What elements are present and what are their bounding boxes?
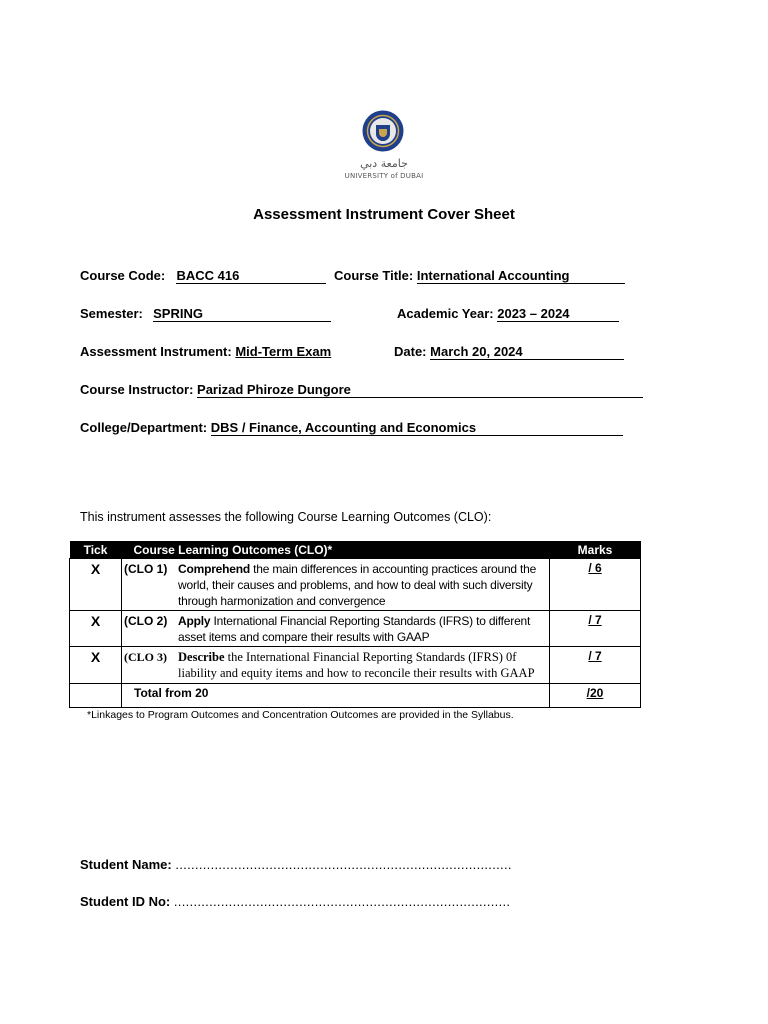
- course-title-label: Course Title:: [334, 268, 414, 283]
- college-department-label: College/Department:: [80, 420, 208, 435]
- course-instructor-label: Course Instructor:: [80, 382, 194, 397]
- date-label: Date:: [394, 344, 427, 359]
- clo-description: [178, 561, 543, 609]
- course-instructor-field: [80, 382, 643, 398]
- marks-value: / 7: [588, 613, 602, 627]
- student-id-blank: ......................................................................................: [173, 894, 511, 909]
- clo-verb: Apply: [178, 614, 211, 628]
- marks-value: / 6: [588, 561, 602, 575]
- total-label: Total from 20: [134, 686, 209, 700]
- date-value: March 20, 2024: [430, 344, 523, 359]
- clo-id: (CLO 2): [124, 614, 168, 628]
- marks-header: Marks: [550, 541, 641, 559]
- assessment-instrument-label: Assessment Instrument:: [80, 344, 232, 359]
- semester-field: [80, 306, 331, 322]
- academic-year-label: Academic Year:: [397, 306, 494, 321]
- clo-id: (CLO 1): [124, 562, 168, 576]
- college-department-field: [80, 420, 623, 436]
- tick-cell: X: [70, 647, 122, 684]
- syllabus-footnote: *Linkages to Program Outcomes and Concentration Outcomes are provided in the Syllabus.: [87, 709, 514, 721]
- course-code-field: [80, 268, 326, 284]
- student-name-label: Student Name:: [80, 857, 172, 872]
- tick-cell-empty: [70, 684, 122, 708]
- assessment-instrument-field: [80, 344, 331, 359]
- clo-verb: Comprehend: [178, 562, 251, 576]
- student-id-label: Student ID No:: [80, 894, 171, 909]
- clo-cell: [122, 611, 550, 647]
- university-seal-icon: [362, 110, 404, 152]
- total-marks-value: /20: [586, 686, 604, 700]
- marks-value: / 7: [588, 649, 602, 663]
- clo-cell: [122, 647, 550, 684]
- assessment-instrument-value: Mid-Term Exam: [235, 344, 332, 359]
- tick-header: Tick: [70, 541, 122, 559]
- academic-year-field: [397, 306, 619, 322]
- tick-cell: X: [70, 559, 122, 611]
- course-title-field: [334, 268, 625, 284]
- clo-description: [178, 613, 543, 645]
- logo-arabic-text: جامعة دبي: [360, 157, 408, 170]
- page-title: Assessment Instrument Cover Sheet: [253, 206, 515, 223]
- tick-cell: X: [70, 611, 122, 647]
- course-title-value: International Accounting: [416, 268, 570, 283]
- total-marks-cell: [550, 684, 641, 708]
- table-row: [70, 647, 641, 684]
- course-instructor-value: Parizad Phiroze Dungore: [197, 382, 351, 397]
- marks-cell: [550, 647, 641, 684]
- university-logo: [340, 110, 428, 184]
- academic-year-value: 2023 – 2024: [497, 306, 570, 321]
- marks-cell: [550, 559, 641, 611]
- clo-intro-text: This instrument assesses the following Course Learning Outcomes (CLO):: [80, 510, 492, 524]
- clo-description: [178, 649, 543, 681]
- college-department-value: DBS / Finance, Accounting and Economics: [210, 420, 477, 435]
- clo-id: (CLO 3): [124, 650, 167, 664]
- student-id-field: [80, 894, 510, 909]
- total-label-cell: [122, 684, 550, 708]
- date-field: [394, 344, 624, 360]
- clo-text: the main differences in accounting practices around the world, their causes and problems, and how to deal with such diversity through harmonization and convergence: [178, 562, 537, 608]
- clo-table: [69, 541, 641, 708]
- table-row-total: [70, 684, 641, 708]
- course-code-label: Course Code:: [80, 268, 166, 283]
- clo-table-header: [70, 541, 641, 559]
- clo-text: the International Financial Reporting Standards (IFRS) 0f liability and equity items and how to reconcile their results with GAAP: [178, 650, 535, 680]
- table-row: [70, 559, 641, 611]
- table-row: [70, 611, 641, 647]
- marks-cell: [550, 611, 641, 647]
- student-name-blank: ......................................................................................: [175, 857, 512, 872]
- student-name-field: [80, 857, 512, 872]
- clo-text: International Financial Reporting Standards (IFRS) to different asset items and compare their results with GAAP: [178, 614, 531, 644]
- clo-header: Course Learning Outcomes (CLO)*: [122, 541, 550, 559]
- course-code-value: BACC 416: [176, 268, 240, 283]
- semester-value: SPRING: [153, 306, 203, 321]
- semester-label: Semester:: [80, 306, 143, 321]
- clo-verb: Describe: [178, 650, 225, 664]
- clo-cell: [122, 559, 550, 611]
- logo-english-text: UNIVERSITY of DUBAI: [344, 172, 424, 180]
